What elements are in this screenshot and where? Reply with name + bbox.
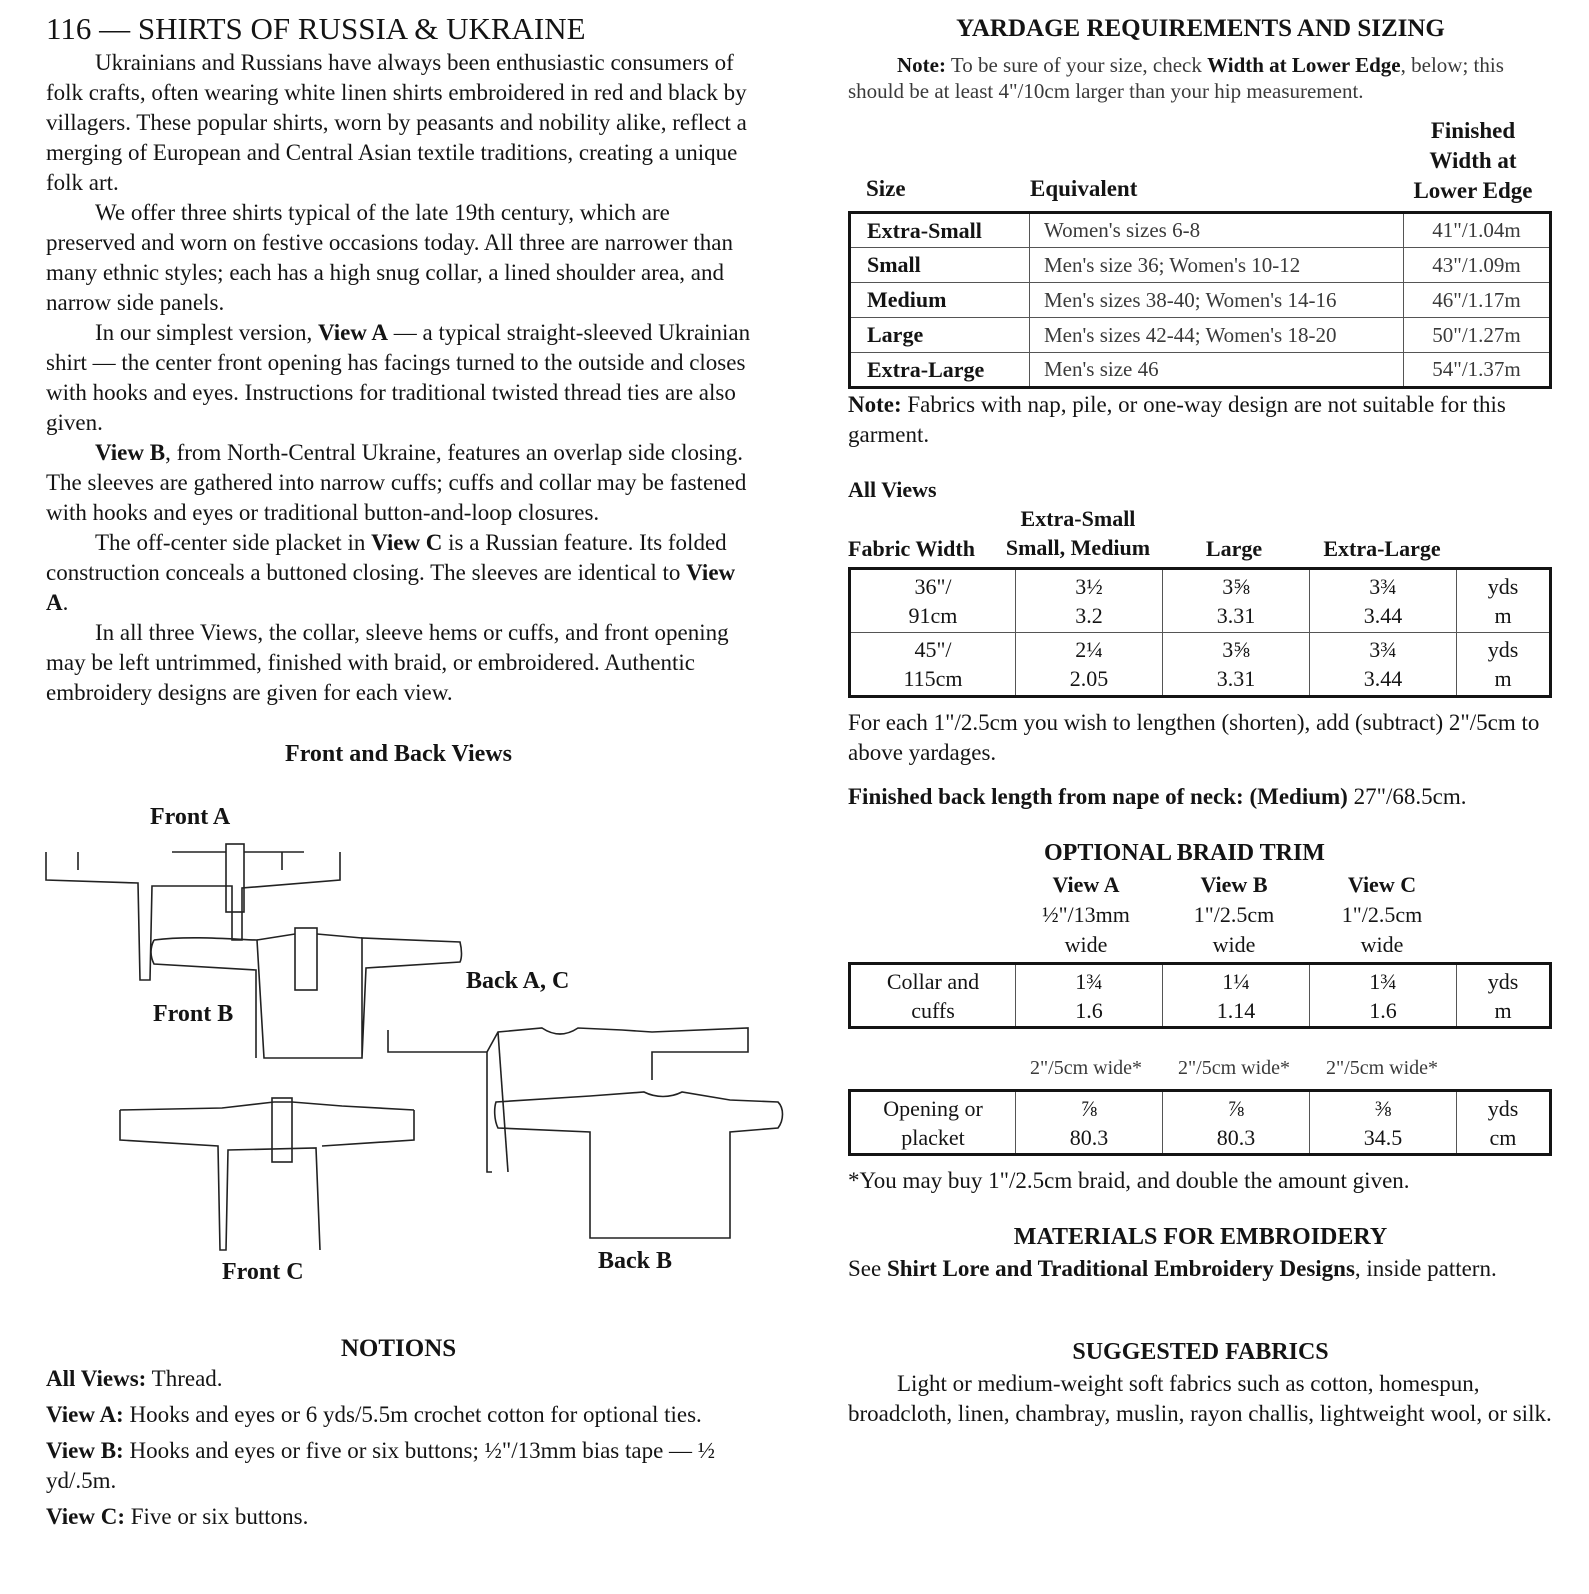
size-cell: Medium <box>850 283 1030 318</box>
equivalent-header: Equivalent <box>1030 176 1138 201</box>
xl-cell: 3¾ 3.44 <box>1310 633 1457 697</box>
braid-c-cell: 1¾ 1.6 <box>1310 964 1457 1028</box>
size-cell: Small <box>850 248 1030 283</box>
equivalent-cell: Women's sizes 6-8 <box>1030 213 1404 248</box>
fabric-width-header: Fabric Width <box>848 536 975 561</box>
width-cell: 46"/1.17m <box>1404 283 1551 318</box>
embroidery-heading: MATERIALS FOR EMBROIDERY <box>1013 1224 1388 1250</box>
unit-cell: yds m <box>1457 569 1551 633</box>
braid-a-cell: 1¾ 1.6 <box>1016 964 1163 1028</box>
back-b-label: Back B <box>598 1248 673 1274</box>
unit-cell: yds m <box>1457 633 1551 697</box>
size-note: Note: To be sure of your size, check Width at Lower Edge, below; this should be at least 4"/10cm larger than your hip measurement. <box>848 53 1504 103</box>
width-cell: 41"/1.04m <box>1404 213 1551 248</box>
size-cell: Extra-Small <box>850 213 1030 248</box>
front-c-label: Front C <box>222 1259 304 1285</box>
braid-c-cell: ⅜ 34.5 <box>1310 1091 1457 1155</box>
size-row <box>850 283 1551 318</box>
back-length: Finished back length from nape of neck: (Medium) 27"/68.5cm. <box>848 784 1467 809</box>
braid-table-header <box>1012 870 1456 962</box>
intro-paragraph-2: We offer three shirts typical of the late 19th century, which are preserved and worn on festive occasions today. All three are narrower than many ethnic styles; each has a high snug collar, a lined shoulder area, and narrow side panels. <box>46 200 733 315</box>
yardage-table <box>848 567 1552 698</box>
large-header: Large <box>1205 536 1263 561</box>
size-row <box>850 248 1551 283</box>
braid-col-header: View B 1"/2.5cm wide <box>1193 872 1275 957</box>
braid-col-header: View C 1"/2.5cm wide <box>1341 872 1423 957</box>
xs-cell: 3½ 3.2 <box>1016 569 1163 633</box>
wide-label: 2"/5cm wide* <box>1325 1057 1439 1079</box>
braid-row <box>850 1091 1551 1155</box>
size-row <box>850 318 1551 353</box>
yardage-row <box>850 569 1551 633</box>
front-c-drawing <box>120 1098 414 1250</box>
braid-opening-table <box>848 1089 1552 1156</box>
page-title: 116 — SHIRTS OF RUSSIA & UKRAINE <box>46 11 586 46</box>
front-a-drawing <box>46 844 340 980</box>
view-a-paragraph: In our simplest version, View A — a typical straight-sleeved Ukrainian shirt — the center front opening has facings turned to the outside and closes with hooks and eyes. Instructions for traditional twisted thread ties are also given. <box>46 320 751 435</box>
yardage-table-header <box>848 506 1553 564</box>
back-ac-drawing <box>388 1028 748 1172</box>
notions-view-b: View B: Hooks and eyes or five or six buttons; ½"/13mm bias tape — ½ yd/.5m. <box>46 1438 716 1493</box>
xs-cell: 2¼ 2.05 <box>1016 633 1163 697</box>
braid-a-cell: ⅞ 80.3 <box>1016 1091 1163 1155</box>
equivalent-cell: Men's size 46 <box>1030 353 1404 388</box>
wide-label: 2"/5cm wide* <box>1177 1057 1291 1079</box>
large-cell: 3⅝ 3.31 <box>1163 633 1310 697</box>
embroidery-text: See Shirt Lore and Traditional Embroidery Designs, inside pattern. <box>848 1256 1497 1281</box>
size-table <box>848 211 1552 389</box>
back-ac-label: Back A, C <box>466 968 570 994</box>
notions-view-a: View A: Hooks and eyes or 6 yds/5.5m crochet cotton for optional ties. <box>46 1402 702 1427</box>
view-c-paragraph: The off-center side placket in View C is a Russian feature. Its folded construction conceals a buttoned closing. The sleeves are identical to View A. <box>46 530 736 615</box>
all-three-paragraph: In all three Views, the collar, sleeve hems or cuffs, and front opening may be left untrimmed, finished with braid, or embroidered. Authentic embroidery designs are given for each view. <box>46 620 729 705</box>
size-cell: Extra-Large <box>850 353 1030 388</box>
nap-note: Note: Fabrics with nap, pile, or one-way design are not suitable for this garment. <box>848 392 1506 447</box>
front-b-drawing <box>151 928 462 1058</box>
braid-footnote: *You may buy 1"/2.5cm braid, and double the amount given. <box>848 1168 1410 1193</box>
xl-header: Extra-Large <box>1323 536 1441 561</box>
notions-heading: NOTIONS <box>340 1335 457 1362</box>
size-row <box>850 213 1551 248</box>
all-views-label: All Views <box>848 477 937 502</box>
width-cell: 54"/1.37m <box>1404 353 1551 388</box>
garment-illustrations <box>42 840 802 1320</box>
front-b-label: Front B <box>153 1001 234 1027</box>
xl-cell: 3¾ 3.44 <box>1310 569 1457 633</box>
yardage-heading: YARDAGE REQUIREMENTS AND SIZING <box>956 15 1445 42</box>
braid-label-cell: Opening or placket <box>850 1091 1016 1155</box>
wide-label: 2"/5cm wide* <box>1029 1057 1143 1079</box>
wide-labels <box>1012 1057 1456 1083</box>
equivalent-cell: Men's sizes 38-40; Women's 14-16 <box>1030 283 1404 318</box>
equivalent-cell: Men's size 36; Women's 10-12 <box>1030 248 1404 283</box>
front-a-label: Front A <box>150 804 231 830</box>
yardage-row <box>850 633 1551 697</box>
braid-b-cell: ⅞ 80.3 <box>1163 1091 1310 1155</box>
width-cell: 50"/1.27m <box>1404 318 1551 353</box>
notions-section <box>46 1334 751 1532</box>
braid-row <box>850 964 1551 1028</box>
notions-all: All Views: Thread. <box>46 1366 223 1391</box>
braid-unit-cell: yds m <box>1457 964 1551 1028</box>
fabrics-text: Light or medium-weight soft fabrics such as cotton, homespun, broadcloth, linen, chambray, muslin, rayon challis, lightweight wool, or silk. <box>848 1371 1552 1426</box>
back-b-drawing <box>495 1092 783 1238</box>
braid-col-header: View A ½"/13mm wide <box>1042 872 1130 957</box>
braid-label-cell: Collar and cuffs <box>850 964 1016 1028</box>
fabrics-heading: SUGGESTED FABRICS <box>1072 1339 1329 1365</box>
width-cell: 43"/1.09m <box>1404 248 1551 283</box>
views-heading: Front and Back Views <box>285 741 512 767</box>
equivalent-cell: Men's sizes 42-44; Women's 18-20 <box>1030 318 1404 353</box>
braid-collar-table <box>848 962 1552 1029</box>
size-header: Size <box>866 176 906 201</box>
fabric-width-cell: 45"/ 115cm <box>850 633 1016 697</box>
fabric-width-cell: 36"/ 91cm <box>850 569 1016 633</box>
braid-heading: OPTIONAL BRAID TRIM <box>1044 840 1325 866</box>
xs-header: Extra-Small Small, Medium <box>1005 506 1151 560</box>
braid-b-cell: 1¼ 1.14 <box>1163 964 1310 1028</box>
size-table-header <box>848 114 1553 206</box>
intro-paragraph-1: Ukrainians and Russians have always been enthusiastic consumers of folk crafts, often wearing white linen shirts embroidered in red and black by villagers. These popular shirts, worn by peasants and nobility alike, reflect a merging of European and Central Asian textile traditions, creating a unique folk art. <box>46 50 747 195</box>
width-header: Finished Width at Lower Edge <box>1413 118 1533 203</box>
braid-unit-cell: yds cm <box>1457 1091 1551 1155</box>
size-row <box>850 353 1551 388</box>
view-b-paragraph: View B, from North-Central Ukraine, features an overlap side closing. The sleeves are gathered into narrow cuffs; cuffs and collar may be fastened with hooks and eyes or traditional button-and-loop closures. <box>46 440 747 525</box>
notions-view-c: View C: Five or six buttons. <box>46 1504 309 1529</box>
large-cell: 3⅝ 3.31 <box>1163 569 1310 633</box>
size-cell: Large <box>850 318 1030 353</box>
lengthen-note: For each 1"/2.5cm you wish to lengthen (shorten), add (subtract) 2"/5cm to above yardages. <box>848 710 1540 765</box>
